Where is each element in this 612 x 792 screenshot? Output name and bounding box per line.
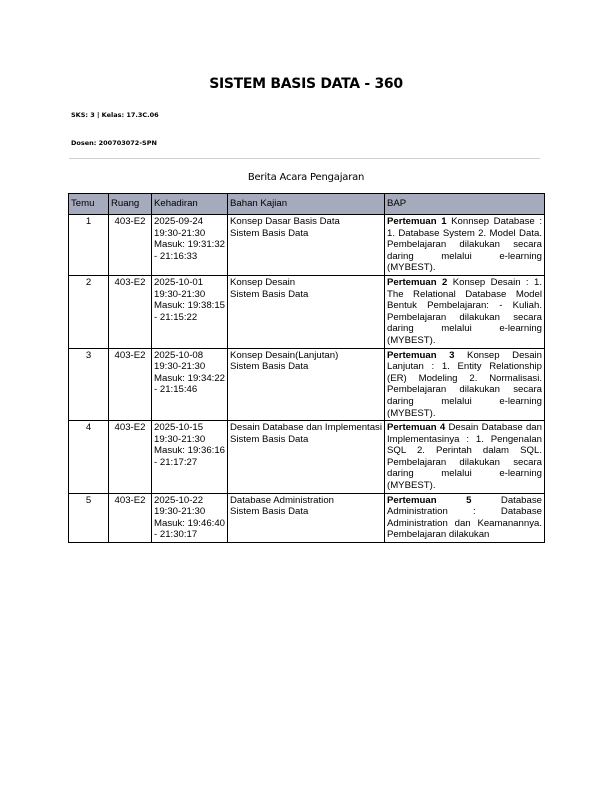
bahan-kajian-cell bbox=[228, 275, 385, 348]
room-cell: 403-E2 bbox=[109, 275, 152, 348]
bap-text: Konsep Desain Lanjutan : 1. Entity Relationship (ER) Modeling 2. Normalisasi. Pembelajaran dilakukan secara daring melalui e-learning (MYBEST). bbox=[387, 349, 542, 419]
masuk-time: 19:46:40 - 21:30:17 bbox=[154, 517, 225, 541]
attendance-date: 2025-10-08 bbox=[154, 349, 204, 361]
bahan-kajian-cell bbox=[228, 421, 385, 494]
bahan-kajian-cell bbox=[228, 215, 385, 276]
masuk-label: Masuk: bbox=[154, 239, 185, 251]
attendance-time: 19:30-21:30 bbox=[154, 361, 206, 373]
divider bbox=[69, 158, 540, 159]
course-name: Sistem Basis Data bbox=[230, 506, 309, 518]
bap-text: Database Administration : Database Administration dan Keamanannya. Pembelajaran dilakukan bbox=[387, 494, 542, 541]
table-row bbox=[69, 421, 545, 494]
meeting-label: Pertemuan 5 bbox=[387, 494, 472, 506]
table-row bbox=[69, 275, 545, 348]
attendance-date: 2025-10-22 bbox=[154, 494, 204, 506]
bahan-kajian-cell bbox=[228, 348, 385, 421]
bahan-kajian: Konsep Desain bbox=[230, 276, 296, 288]
masuk-time: 19:36:16 - 21:17:27 bbox=[154, 445, 225, 468]
header-temu: Temu bbox=[69, 194, 109, 215]
table-header-row bbox=[69, 194, 545, 215]
masuk-time: 19:31:32 - 21:16:33 bbox=[154, 239, 225, 262]
masuk-label: Masuk: bbox=[154, 445, 185, 457]
room-cell: 403-E2 bbox=[109, 493, 152, 542]
bap-cell bbox=[385, 275, 545, 348]
table-row bbox=[69, 493, 545, 542]
masuk-label: Masuk: bbox=[154, 517, 185, 529]
attendance-cell bbox=[152, 275, 228, 348]
meeting-label: Pertemuan 2 bbox=[387, 276, 448, 288]
header-bahan-kajian: Bahan Kajian bbox=[228, 194, 385, 215]
masuk-label: Masuk: bbox=[154, 300, 185, 312]
course-name: Sistem Basis Data bbox=[230, 227, 309, 239]
section-title: Berita Acara Pengajaran bbox=[247, 172, 365, 183]
meeting-number: 5 bbox=[69, 493, 109, 542]
attendance-date: 2025-09-24 bbox=[154, 216, 204, 227]
bap-cell bbox=[385, 348, 545, 421]
course-name: Sistem Basis Data bbox=[230, 361, 309, 373]
attendance-time: 19:30-21:30 bbox=[154, 227, 206, 239]
attendance-cell bbox=[152, 493, 228, 542]
bahan-kajian: Desain Database dan Implementasi bbox=[230, 422, 382, 434]
course-name: Sistem Basis Data bbox=[230, 288, 309, 300]
header-ruang: Ruang bbox=[109, 194, 152, 215]
bap-cell bbox=[385, 421, 545, 494]
masuk-time: 19:38:15 - 21:15:22 bbox=[154, 300, 225, 323]
course-info: SKS: 3 | Kelas: 17.3C.06 bbox=[71, 111, 159, 119]
meeting-label: Pertemuan 1 bbox=[387, 216, 447, 227]
room-cell: 403-E2 bbox=[109, 421, 152, 494]
meeting-number: 4 bbox=[69, 421, 109, 494]
bahan-kajian: Database Administration bbox=[230, 494, 334, 506]
bap-text: Konsep Desain : 1. The Relational Database Model Bentuk Pembelajaran: - Kuliah. Pembelajaran dilakukan secara daring melalui e-learning (MYBEST). bbox=[387, 276, 542, 346]
header-bap: BAP bbox=[385, 194, 545, 215]
meeting-label: Pertemuan 3 bbox=[387, 349, 455, 361]
meeting-number: 2 bbox=[69, 275, 109, 348]
room-cell: 403-E2 bbox=[109, 348, 152, 421]
meeting-label: Pertemuan 4 bbox=[387, 422, 446, 434]
attendance-date: 2025-10-01 bbox=[154, 276, 204, 288]
attendance-time: 19:30-21:30 bbox=[154, 288, 206, 300]
table-row bbox=[69, 215, 545, 276]
bahan-kajian: Konsep Dasar Basis Data bbox=[230, 216, 340, 227]
meeting-number: 3 bbox=[69, 348, 109, 421]
attendance-time: 19:30-21:30 bbox=[154, 433, 206, 445]
bap-text: Konnsep Database : 1. Database System 2. Model Data. Pembelajaran dilakukan secara daring melalui e-learning (MYBEST). bbox=[387, 216, 542, 274]
table-row bbox=[69, 348, 545, 421]
attendance-cell bbox=[152, 348, 228, 421]
attendance-time: 19:30-21:30 bbox=[154, 506, 206, 518]
page-title: SISTEM BASIS DATA - 360 bbox=[209, 76, 403, 92]
attendance-cell bbox=[152, 215, 228, 276]
course-name: Sistem Basis Data bbox=[230, 433, 309, 445]
lecturer-info: Dosen: 200703072-SPN bbox=[71, 139, 157, 147]
attendance-cell bbox=[152, 421, 228, 494]
bap-table bbox=[68, 193, 545, 543]
masuk-label: Masuk: bbox=[154, 372, 185, 384]
bap-cell bbox=[385, 215, 545, 276]
page-bottom-margin bbox=[0, 714, 612, 792]
attendance-date: 2025-10-15 bbox=[154, 422, 204, 434]
bap-text: Desain Database dan Implementasinya : 1. Pengenalan SQL 2. Perintah dalam SQL. Pembelajaran dilakukan secara daring melalui e-learning (MYBEST). bbox=[387, 422, 542, 492]
masuk-time: 19:34:22 - 21:15:46 bbox=[154, 372, 225, 396]
header-kehadiran: Kehadiran bbox=[152, 194, 228, 215]
room-cell: 403-E2 bbox=[109, 215, 152, 276]
bahan-kajian: Konsep Desain(Lanjutan) bbox=[230, 349, 339, 361]
meeting-number: 1 bbox=[69, 215, 109, 276]
bap-cell bbox=[385, 493, 545, 542]
bahan-kajian-cell bbox=[228, 493, 385, 542]
